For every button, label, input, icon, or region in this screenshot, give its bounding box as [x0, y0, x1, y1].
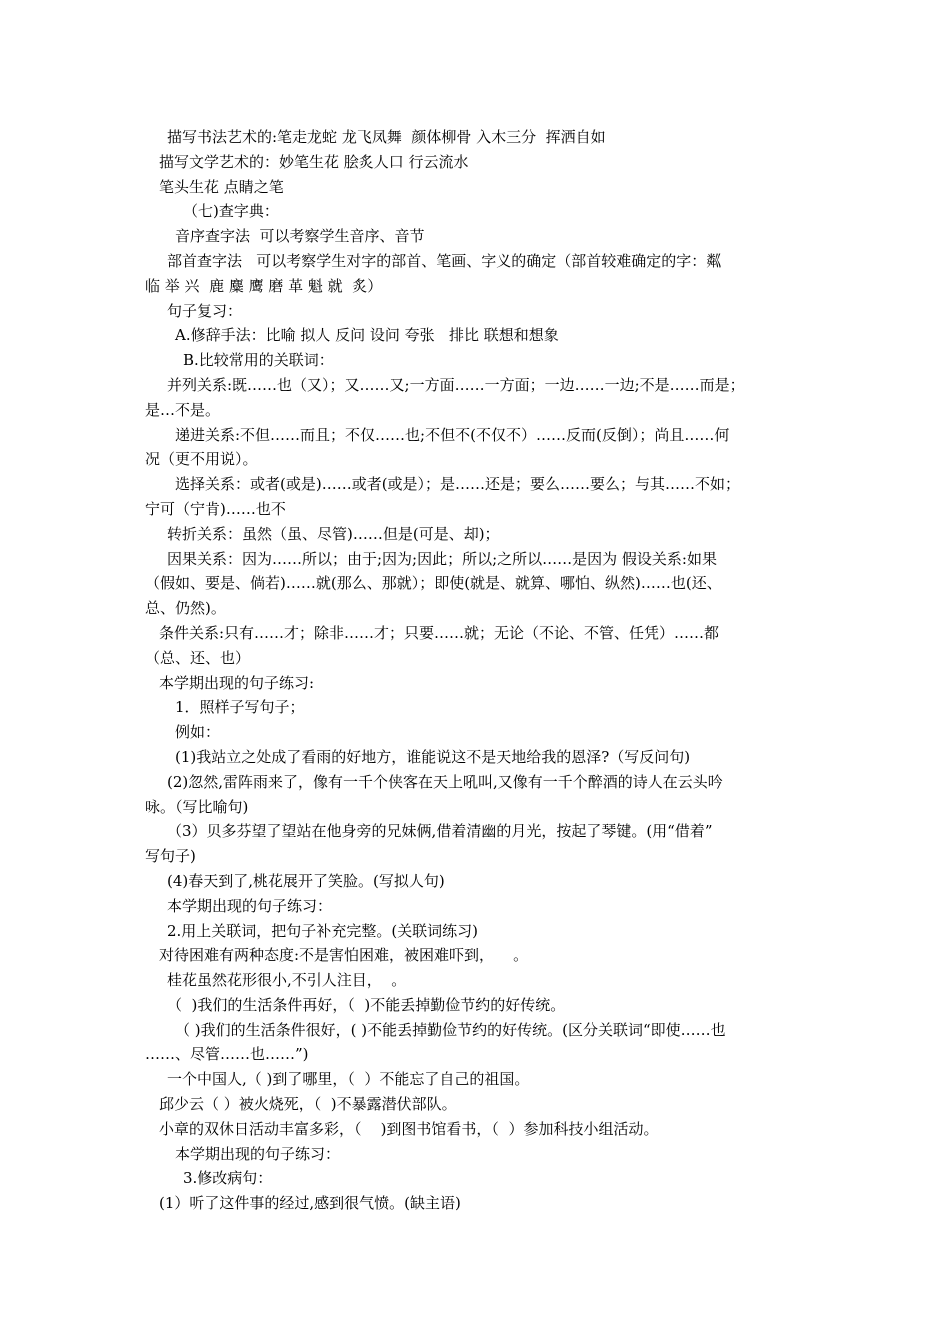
text-line: （假如、要是、倘若)……就(那么、那就）；即使(就是、就算、哪怕、纵然)……也(还、: [145, 574, 722, 593]
text-line: 桂花虽然花形很小,不引人注目， 。: [167, 971, 407, 990]
text-line: 条件关系:只有……才；除非……才；只要……就；无论（不论、不管、任凭）……都: [159, 623, 720, 642]
text-line: 况（更不用说）。: [145, 450, 258, 469]
text-line: 1．照样子写句子；: [175, 698, 305, 717]
text-line: (4)春天到了,桃花展开了笑脸。(写拟人句): [167, 871, 445, 890]
text-line: B.比较常用的关联词：: [183, 351, 334, 370]
text-line: (1）听了这件事的经过,感到很气愤。(缺主语): [159, 1194, 461, 1213]
document-body: [145, 125, 810, 1216]
text-line: 音序查字法 可以考察学生音序、音节: [175, 227, 425, 246]
text-line: 因果关系：因为……所以；由于;因为;因此；所以;之所以……是因为 假设关系:如果: [167, 549, 717, 568]
text-line: 例如：: [175, 723, 221, 742]
text-line: 转折关系：虽然（虽、尽管)……但是(可是、却)；: [167, 524, 500, 543]
text-line: 3.修改病句：: [183, 1169, 273, 1188]
text-line: 本学期出现的句子练习：: [175, 1144, 341, 1163]
text-line: 部首查字法 可以考察学生对字的部首、笔画、字义的确定（部首较难确定的字：粼: [167, 251, 722, 270]
text-line: 宁可（宁肯)……也不: [145, 499, 286, 518]
text-line: 咏。（写比喻句): [145, 797, 249, 816]
text-line: 2.用上关联词，把句子补充完整。(关联词练习): [167, 921, 479, 940]
text-line: 邱少云（ ）被火烧死，（ )不暴露潜伏部队。: [159, 1095, 457, 1114]
text-line: 本学期出现的句子练习:: [159, 673, 315, 692]
text-line: 一个中国人,（ )到了哪里，（ ）不能忘了自己的祖国。: [167, 1070, 530, 1089]
text-line: 并列关系:既……也（又）；又……又;一方面……一方面；一边……一边;不是……而是；: [167, 375, 745, 394]
text-line: 描写文学艺术的：妙笔生花 脍炙人口 行云流水: [159, 152, 469, 171]
text-line: （总、还、也）: [145, 648, 251, 667]
text-line: 描写书法艺术的:笔走龙蛇 龙飞凤舞 颜体柳骨 入木三分 挥洒自如: [167, 128, 606, 146]
text-line: A.修辞手法：比喻 拟人 反问 设问 夸张 排比 联想和想象: [175, 326, 559, 345]
text-line: 选择关系：或者(或是)……或者(或是）；是……还是；要么……要么；与其……不如；: [175, 475, 741, 494]
text-line: （ )我们的生活条件再好，（ )不能丢掉勤俭节约的好传统。: [167, 995, 566, 1014]
text-line: 对待困难有两种态度:不是害怕困难，被困难吓到， 。: [159, 946, 529, 965]
text-line: 递进关系:不但……而且；不仅……也;不但不(不仅不）……反而(反倒）；尚且……何: [175, 425, 730, 444]
text-line: （ )我们的生活条件很好，( )不能丢掉勤俭节约的好传统。(区分关联词“即使……也: [175, 1020, 726, 1039]
text-line: 写句子): [145, 847, 196, 866]
text-line: 小章的双休日活动丰富多彩，（ )到图书馆看书，（ ）参加科技小组活动。: [159, 1119, 659, 1138]
text-line: 句子复习：: [167, 301, 243, 320]
text-line: ……、尽管……也……”): [145, 1045, 309, 1064]
text-line: (1)我站立之处成了看雨的好地方，谁能说这不是天地给我的恩泽?（写反问句): [175, 747, 691, 766]
text-line: 本学期出现的句子练习：: [167, 896, 333, 915]
text-line: 是…不是。: [145, 400, 221, 419]
text-line: （七)查字典：: [183, 202, 279, 221]
text-line: 笔头生花 点睛之笔: [159, 177, 284, 196]
text-line: (2)忽然,雷阵雨来了，像有一千个侠客在天上吼叫,又像有一千个醉酒的诗人在云头吟: [167, 772, 723, 791]
text-line: （3）贝多芬望了望站在他身旁的兄妹俩,借着清幽的月光，按起了琴键。(用“借着”: [167, 822, 713, 841]
text-line: 临 举 兴 鹿 麋 鹰 磨 革 魁 就 炙）: [145, 276, 383, 295]
text-line: 总、仍然)。: [145, 599, 226, 618]
